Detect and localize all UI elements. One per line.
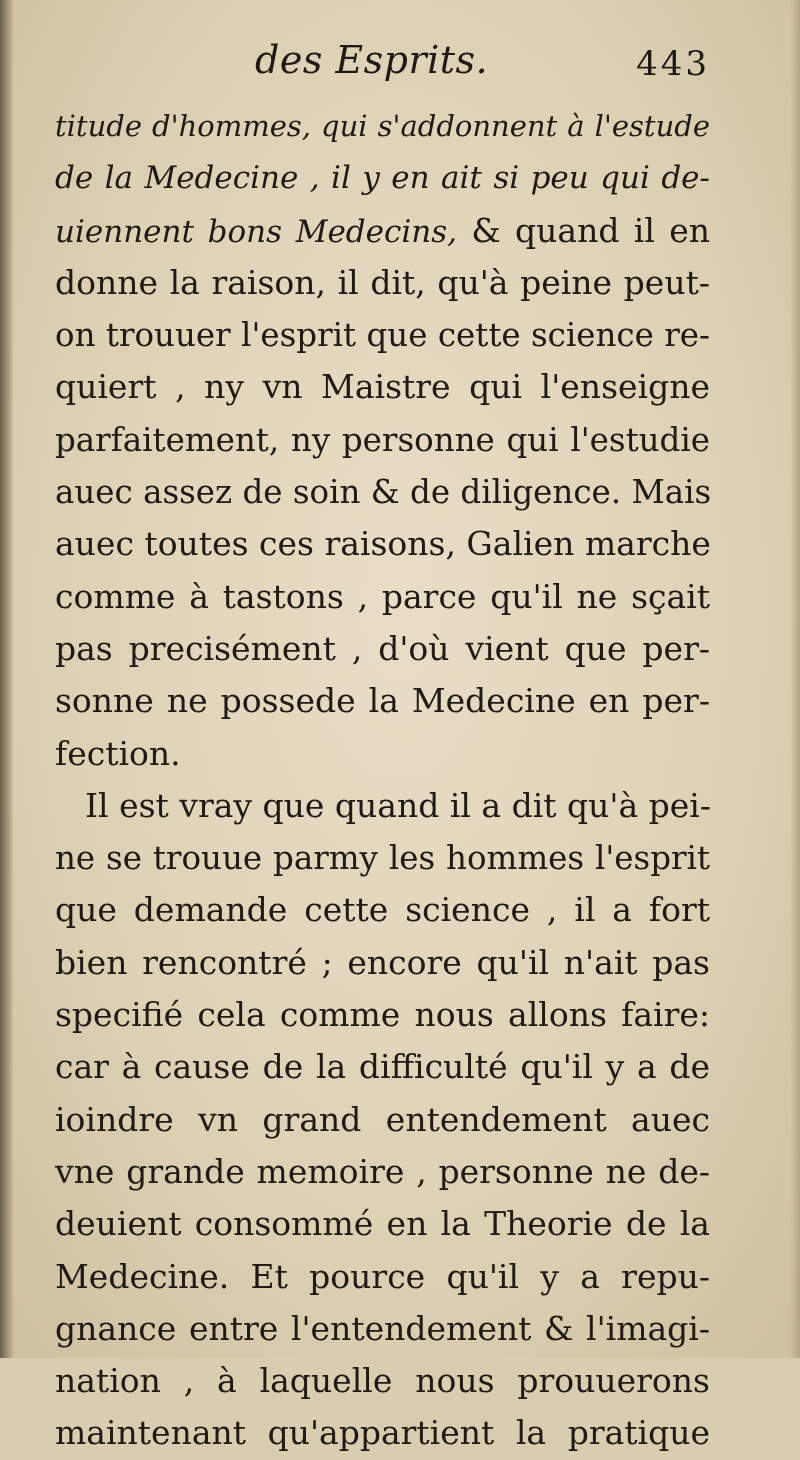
text-line: Il est vray que quand il a dit qu'à pei- [85,785,712,825]
text-line: auec assez de soin & de diligence. Mais [55,473,712,512]
text-line: comme à tastons , parce qu'il ne sçait [55,576,710,616]
text-line: bien rencontré ; encore qu'il n'ait pas [55,942,710,982]
text-line: parfaitement, ny personne qui l'estudie [55,420,710,459]
text-line: maintenant qu'appartient la pratique [55,1413,710,1453]
text-line: de la Medecine , il y en ait si peu qui de- [55,160,710,197]
body-text [55,100,710,1460]
text-line: Medecine. Et pource qu'il y a repu- [55,1256,710,1296]
text-line: fection. [55,733,181,773]
page-header [55,38,710,98]
text-line: sonne ne possede la Medecine en per- [55,681,710,721]
text-line: que demande cette science , il a fort [55,890,710,930]
text-line: vne grande memoire , personne ne de- [55,1151,710,1191]
text-line: gnance entre l'entendement & l'imagi- [55,1308,710,1348]
text-line [55,205,710,257]
text-line: pas precisément , d'où vient que per- [55,628,710,668]
text-line: ne se trouue parmy les hommes l'esprit [55,839,710,878]
text-line: on trouuer l'esprit que cette science re- [55,316,710,355]
text-line: specifié cela comme nous allons faire: [55,995,710,1035]
page-number: 443 [636,44,710,84]
text-line: deuient consommé en la Theorie de la [55,1204,710,1244]
running-title: des Esprits. [255,38,489,82]
text-line: quiert , ny vn Maistre qui l'enseigne [55,367,710,407]
text-italic-run: uiennent bons Medecins, [55,213,457,250]
text-roman-run: & quand il en [456,210,711,250]
text-line: donne la raison, il dit, qu'à peine peut- [55,262,710,302]
text-line: nation , à laquelle nous prouuerons [55,1361,710,1401]
page-gutter-shadow [0,0,14,1358]
text-line: titude d'hommes, qui s'addonnent à l'estude [55,109,710,143]
text-line: ioindre vn grand entendement auec [55,1099,710,1139]
text-line: car à cause de la difficulté qu'il y a de [55,1047,710,1087]
page-edge-shadow [790,0,800,1358]
text-line: auec toutes ces raisons, Galien marche [55,524,711,564]
